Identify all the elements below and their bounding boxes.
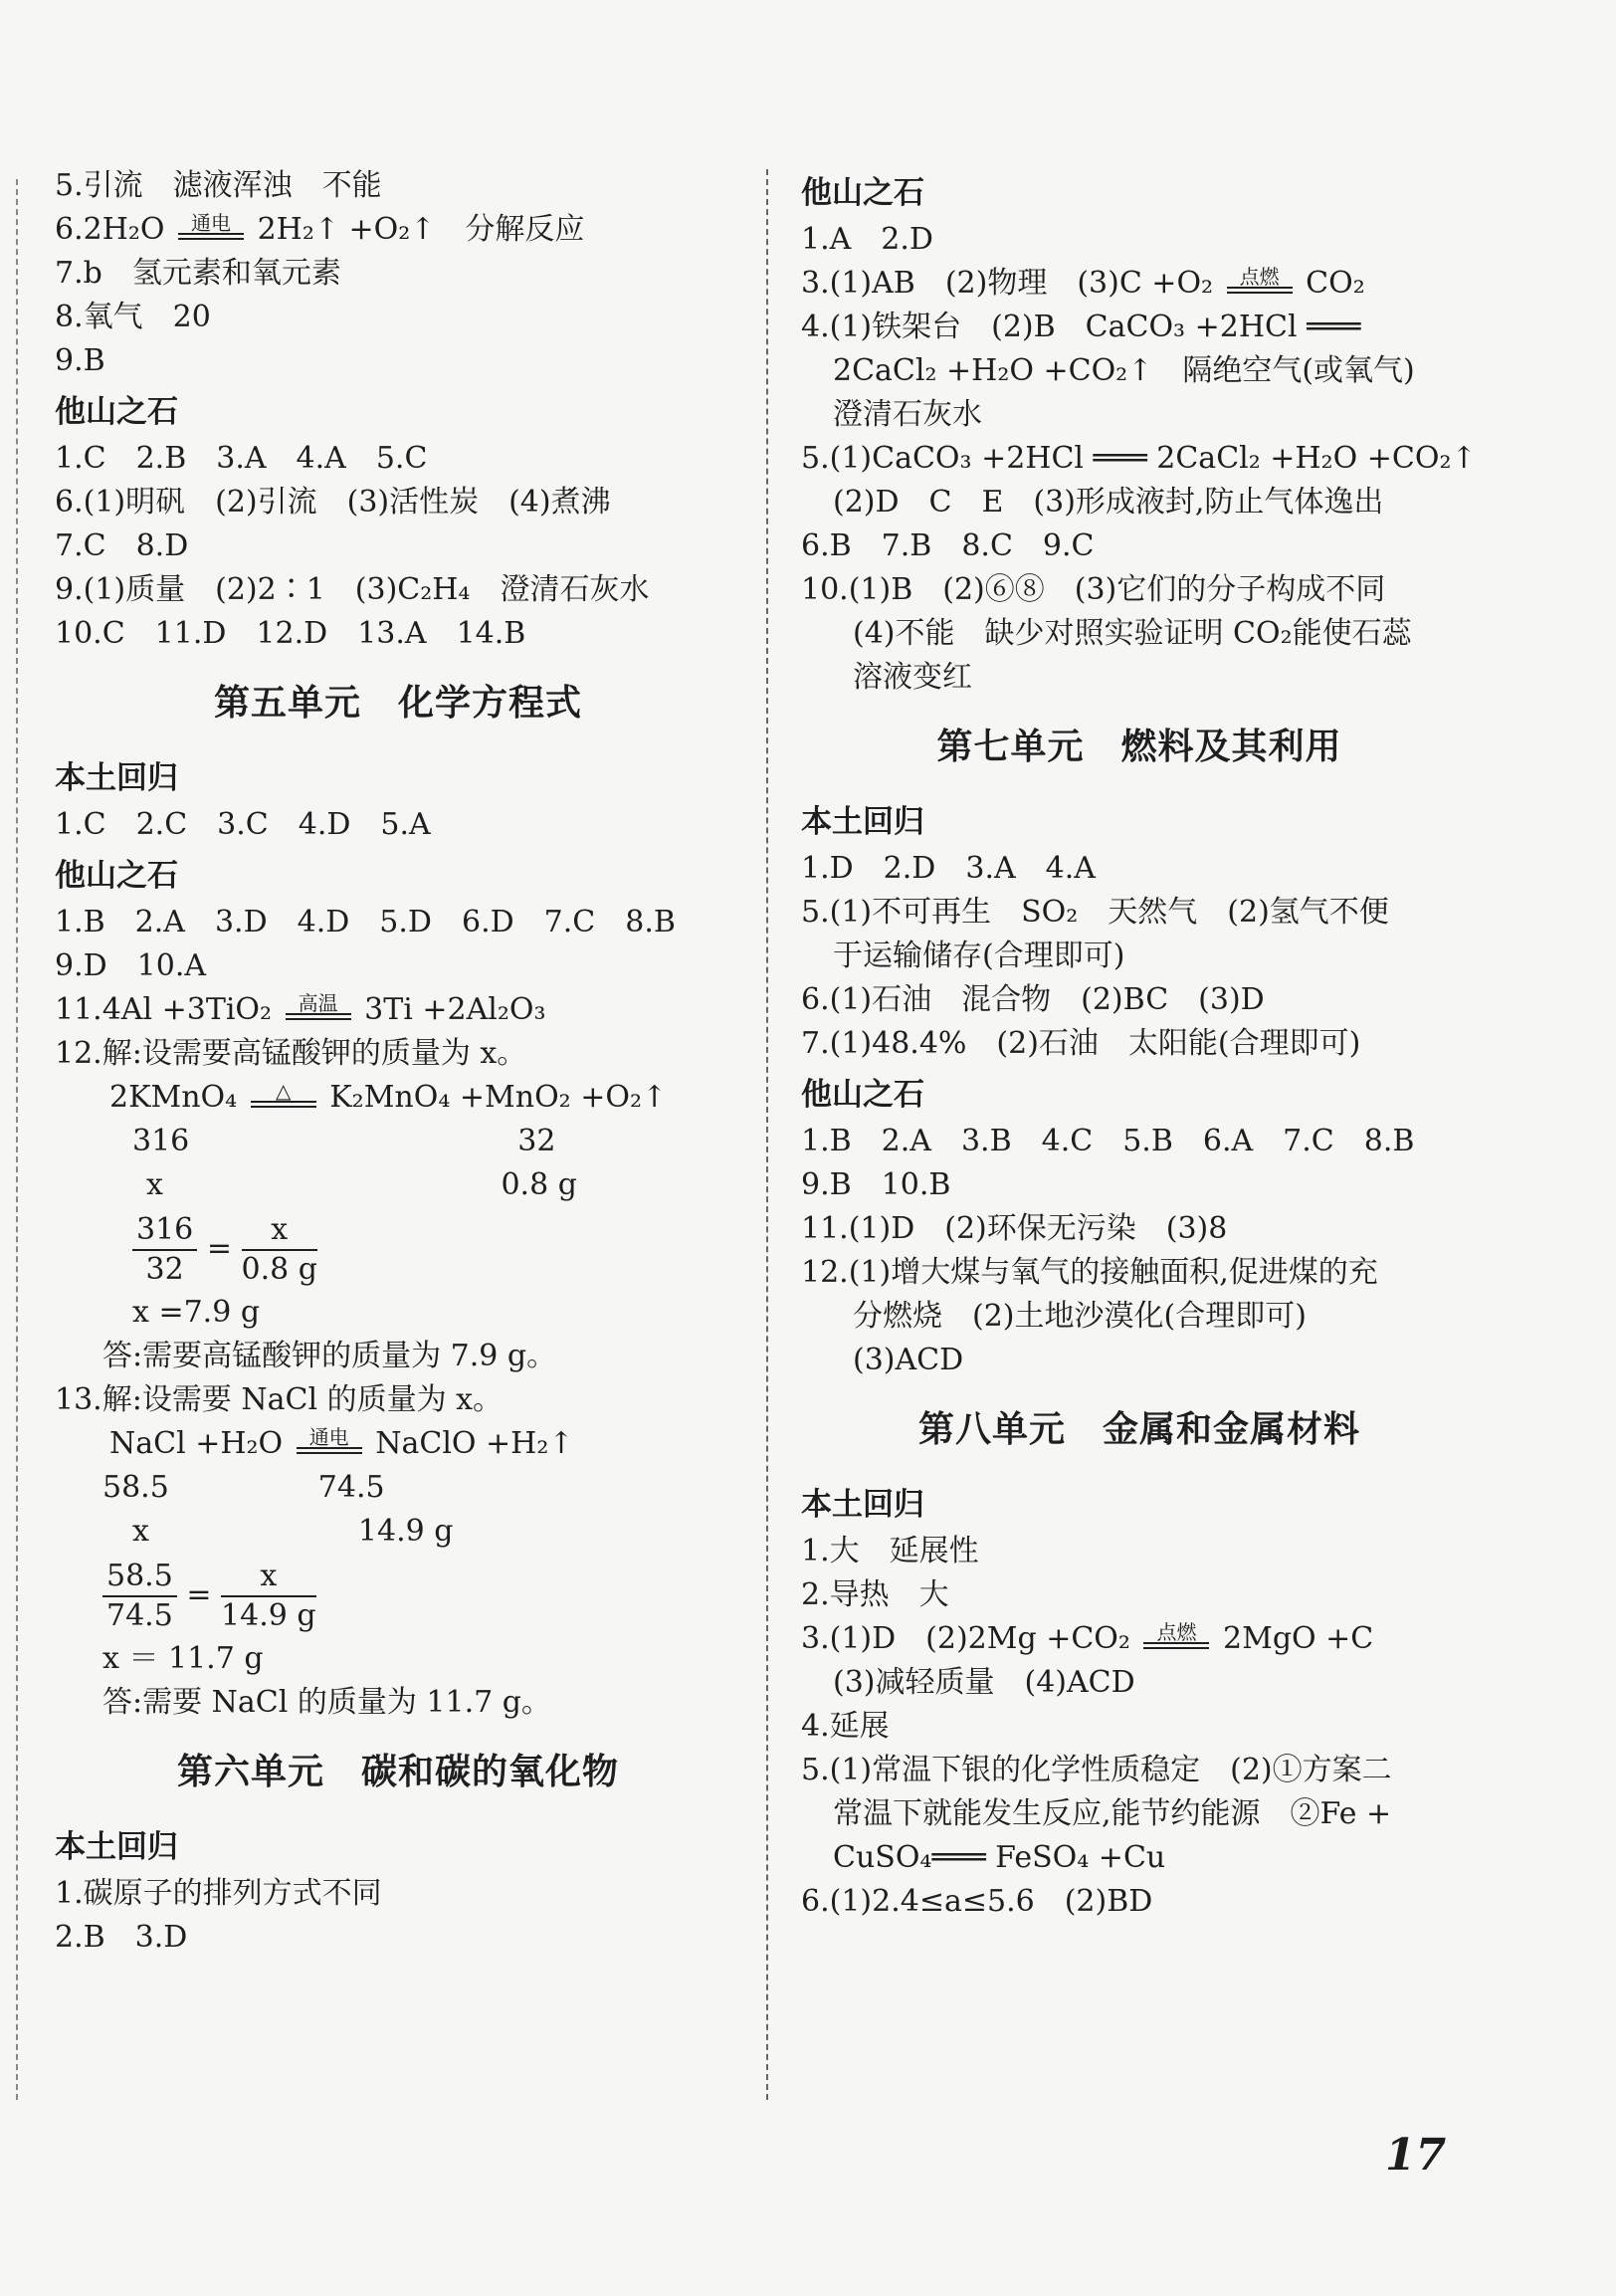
right-column [801,164,1478,1924]
fraction: $\frac{316}{32}$ [132,1211,197,1289]
equation-line-13 [55,1422,741,1466]
answer-line: 1.大 延展性 [801,1534,979,1568]
equation-right: K₂MnO₄ +MnO₂ +O₂↑ [329,1080,668,1115]
equation-line-6 [55,208,741,252]
equation-left: NaCl +H₂O [109,1426,284,1461]
answer-line: 12.解:设需要高锰酸钾的质量为 x。 [55,1036,527,1071]
answer-line: 9.B 10.B [801,1167,951,1202]
equation-left: 2KMnO₄ [109,1080,238,1115]
mass-line: x 14.9 g [132,1514,454,1549]
answer-line: (2)D C E (3)形成液封,防止气体逸出 [833,485,1384,520]
section-heading-tashan: 他山之石 [55,858,178,894]
answer-line: 1.A 2.D [801,222,933,257]
answer-line: 1.B 2.A 3.D 4.D 5.D 6.D 7.C 8.B [55,905,676,939]
proportion [55,1554,741,1637]
section-heading-tashan: 他山之石 [801,175,924,211]
unit-title-6: 第六单元 碳和碳的氧化物 [176,1751,619,1792]
answer-line: 5.引流 滤液浑浊 不能 [55,168,382,203]
equals-sign: = [186,1577,212,1612]
equation-line-8-3 [801,1617,1478,1661]
mass-line: 58.5 74.5 [102,1470,385,1505]
fraction: $\frac{x}{14.9 g}$ [221,1559,316,1633]
binding-edge-line [16,179,18,2100]
answer-line: 10.C 11.D 12.D 13.A 14.B [55,616,526,651]
answer-line: 4.(1)铁架台 (2)B CaCO₃ +2HCl ═══ [801,310,1361,344]
answer-line: 5.(1)不可再生 SO₂ 天然气 (2)氢气不便 [801,895,1389,930]
reaction-condition: 通电 [297,1427,362,1466]
equation-line-12 [55,1076,741,1120]
answer-line: 7.b 氢元素和氧元素 [55,256,341,291]
answer-line: 1.C 2.C 3.C 4.D 5.A [55,807,431,842]
answer-line: 溶液变红 [853,660,972,695]
equation-left: 3.(1)D (2)2Mg +CO₂ [801,1621,1130,1656]
answer-line: 1.D 2.D 3.A 4.A [801,851,1096,886]
answer-line: 5.(1)常温下银的化学性质稳定 (2)①方案二 [801,1753,1392,1787]
answer-line: 13.解:设需要 NaCl 的质量为 x。 [55,1382,504,1417]
answer-line: 澄清石灰水 [833,397,982,432]
answer-line: 7.C 8.D [55,528,189,563]
answer-line: 常温下就能发生反应,能节约能源 ②Fe + [833,1796,1392,1831]
section-heading-bentu: 本土回归 [801,1487,924,1523]
answer-line: 7.(1)48.4% (2)石油 太阳能(合理即可) [801,1026,1361,1061]
answer-statement: 答:需要 NaCl 的质量为 11.7 g。 [102,1685,551,1720]
equals-sign: = [206,1231,232,1266]
answer-line: 1.B 2.A 3.B 4.C 5.B 6.A 7.C 8.B [801,1124,1415,1158]
unit-title-8: 第八单元 金属和金属材料 [917,1408,1360,1450]
answer-line: 9.(1)质量 (2)2∶1 (3)C₂H₄ 澄清石灰水 [55,572,650,607]
reaction-condition: 高温 [286,993,351,1032]
answer-line: (4)不能 缺少对照实验证明 CO₂能使石蕊 [853,616,1412,651]
answer-line: CuSO₄═══ FeSO₄ +Cu [833,1840,1166,1875]
mass-line: 316 32 [132,1124,556,1158]
equation-right: NaClO +H₂↑ [375,1426,574,1461]
answer-line: 6.(1)明矾 (2)引流 (3)活性炭 (4)煮沸 [55,485,611,520]
unit-title-5: 第五单元 化学方程式 [213,682,582,724]
section-heading-tashan: 他山之石 [801,1077,924,1113]
proportion [55,1207,741,1291]
fraction: $\frac{58.5}{74.5}$ [102,1558,177,1635]
equation-left: 11.4Al +3TiO₂ [55,992,273,1027]
answer-line: 2.B 3.D [55,1920,188,1955]
answer-line: 6.(1)2.4≤a≤5.6 (2)BD [801,1884,1153,1919]
answer-line: 6.B 7.B 8.C 9.C [801,528,1095,563]
answer-line: 1.C 2.B 3.A 4.A 5.C [55,441,428,476]
answer-line: 9.B [55,343,105,378]
equation-right: CO₂ [1306,266,1365,301]
reaction-condition: 点燃 [1227,267,1293,306]
equation-right: 2H₂↑ +O₂↑ 分解反应 [257,212,585,247]
answer-line: 2.导热 大 [801,1577,949,1612]
section-heading-bentu: 本土回归 [55,760,178,796]
mass-line: x 0.8 g [146,1167,577,1202]
answer-line: 6.(1)石油 混合物 (2)BC (3)D [801,982,1265,1017]
unit-title-7: 第七单元 燃料及其利用 [936,726,1342,767]
fraction: $\frac{x}{0.8 g}$ [241,1212,317,1287]
section-heading-tashan: 他山之石 [55,394,178,430]
equation-right: 2MgO +C [1223,1621,1374,1656]
section-heading-bentu: 本土回归 [801,804,924,840]
answer-statement: 答:需要高锰酸钾的质量为 7.9 g。 [102,1339,557,1373]
result-line: x =7.9 g [132,1295,261,1330]
equation-line-11 [55,988,741,1032]
answer-line: (3)减轻质量 (4)ACD [833,1665,1135,1700]
answer-line: 2CaCl₂ +H₂O +CO₂↑ 隔绝空气(或氧气) [833,353,1415,388]
answer-line: 分燃烧 (2)土地沙漠化(合理即可) [853,1299,1307,1334]
result-line: x ＝ 11.7 g [102,1641,264,1676]
equation-line-3 [801,262,1478,306]
answer-line: 4.延展 [801,1709,890,1744]
reaction-condition: 通电 [178,213,244,252]
answer-line: 1.碳原子的排列方式不同 [55,1876,382,1911]
left-column [55,164,741,1960]
answer-line: 于运输储存(合理即可) [833,939,1125,973]
answer-line: 9.D 10.A [55,948,207,983]
answer-line: 11.(1)D (2)环保无污染 (3)8 [801,1211,1228,1246]
answer-line: (3)ACD [853,1343,964,1377]
equation-left: 6.2H₂O [55,212,165,247]
answer-line: 5.(1)CaCO₃ +2HCl ═══ 2CaCl₂ +H₂O +CO₂↑ [801,441,1477,476]
page-number: 17 [1385,2130,1447,2181]
reaction-condition: 点燃 [1143,1622,1209,1661]
section-heading-bentu: 本土回归 [55,1829,178,1865]
answer-line: 10.(1)B (2)⑥⑧ (3)它们的分子构成不同 [801,572,1386,607]
answer-line: 12.(1)增大煤与氧气的接触面积,促进煤的充 [801,1255,1378,1290]
equation-right: 3Ti +2Al₂O₃ [364,992,546,1027]
reaction-condition: △ [251,1081,316,1120]
column-divider [766,169,768,2100]
answer-line: 8.氧气 20 [55,300,211,334]
equation-left: 3.(1)AB (2)物理 (3)C +O₂ [801,266,1214,301]
